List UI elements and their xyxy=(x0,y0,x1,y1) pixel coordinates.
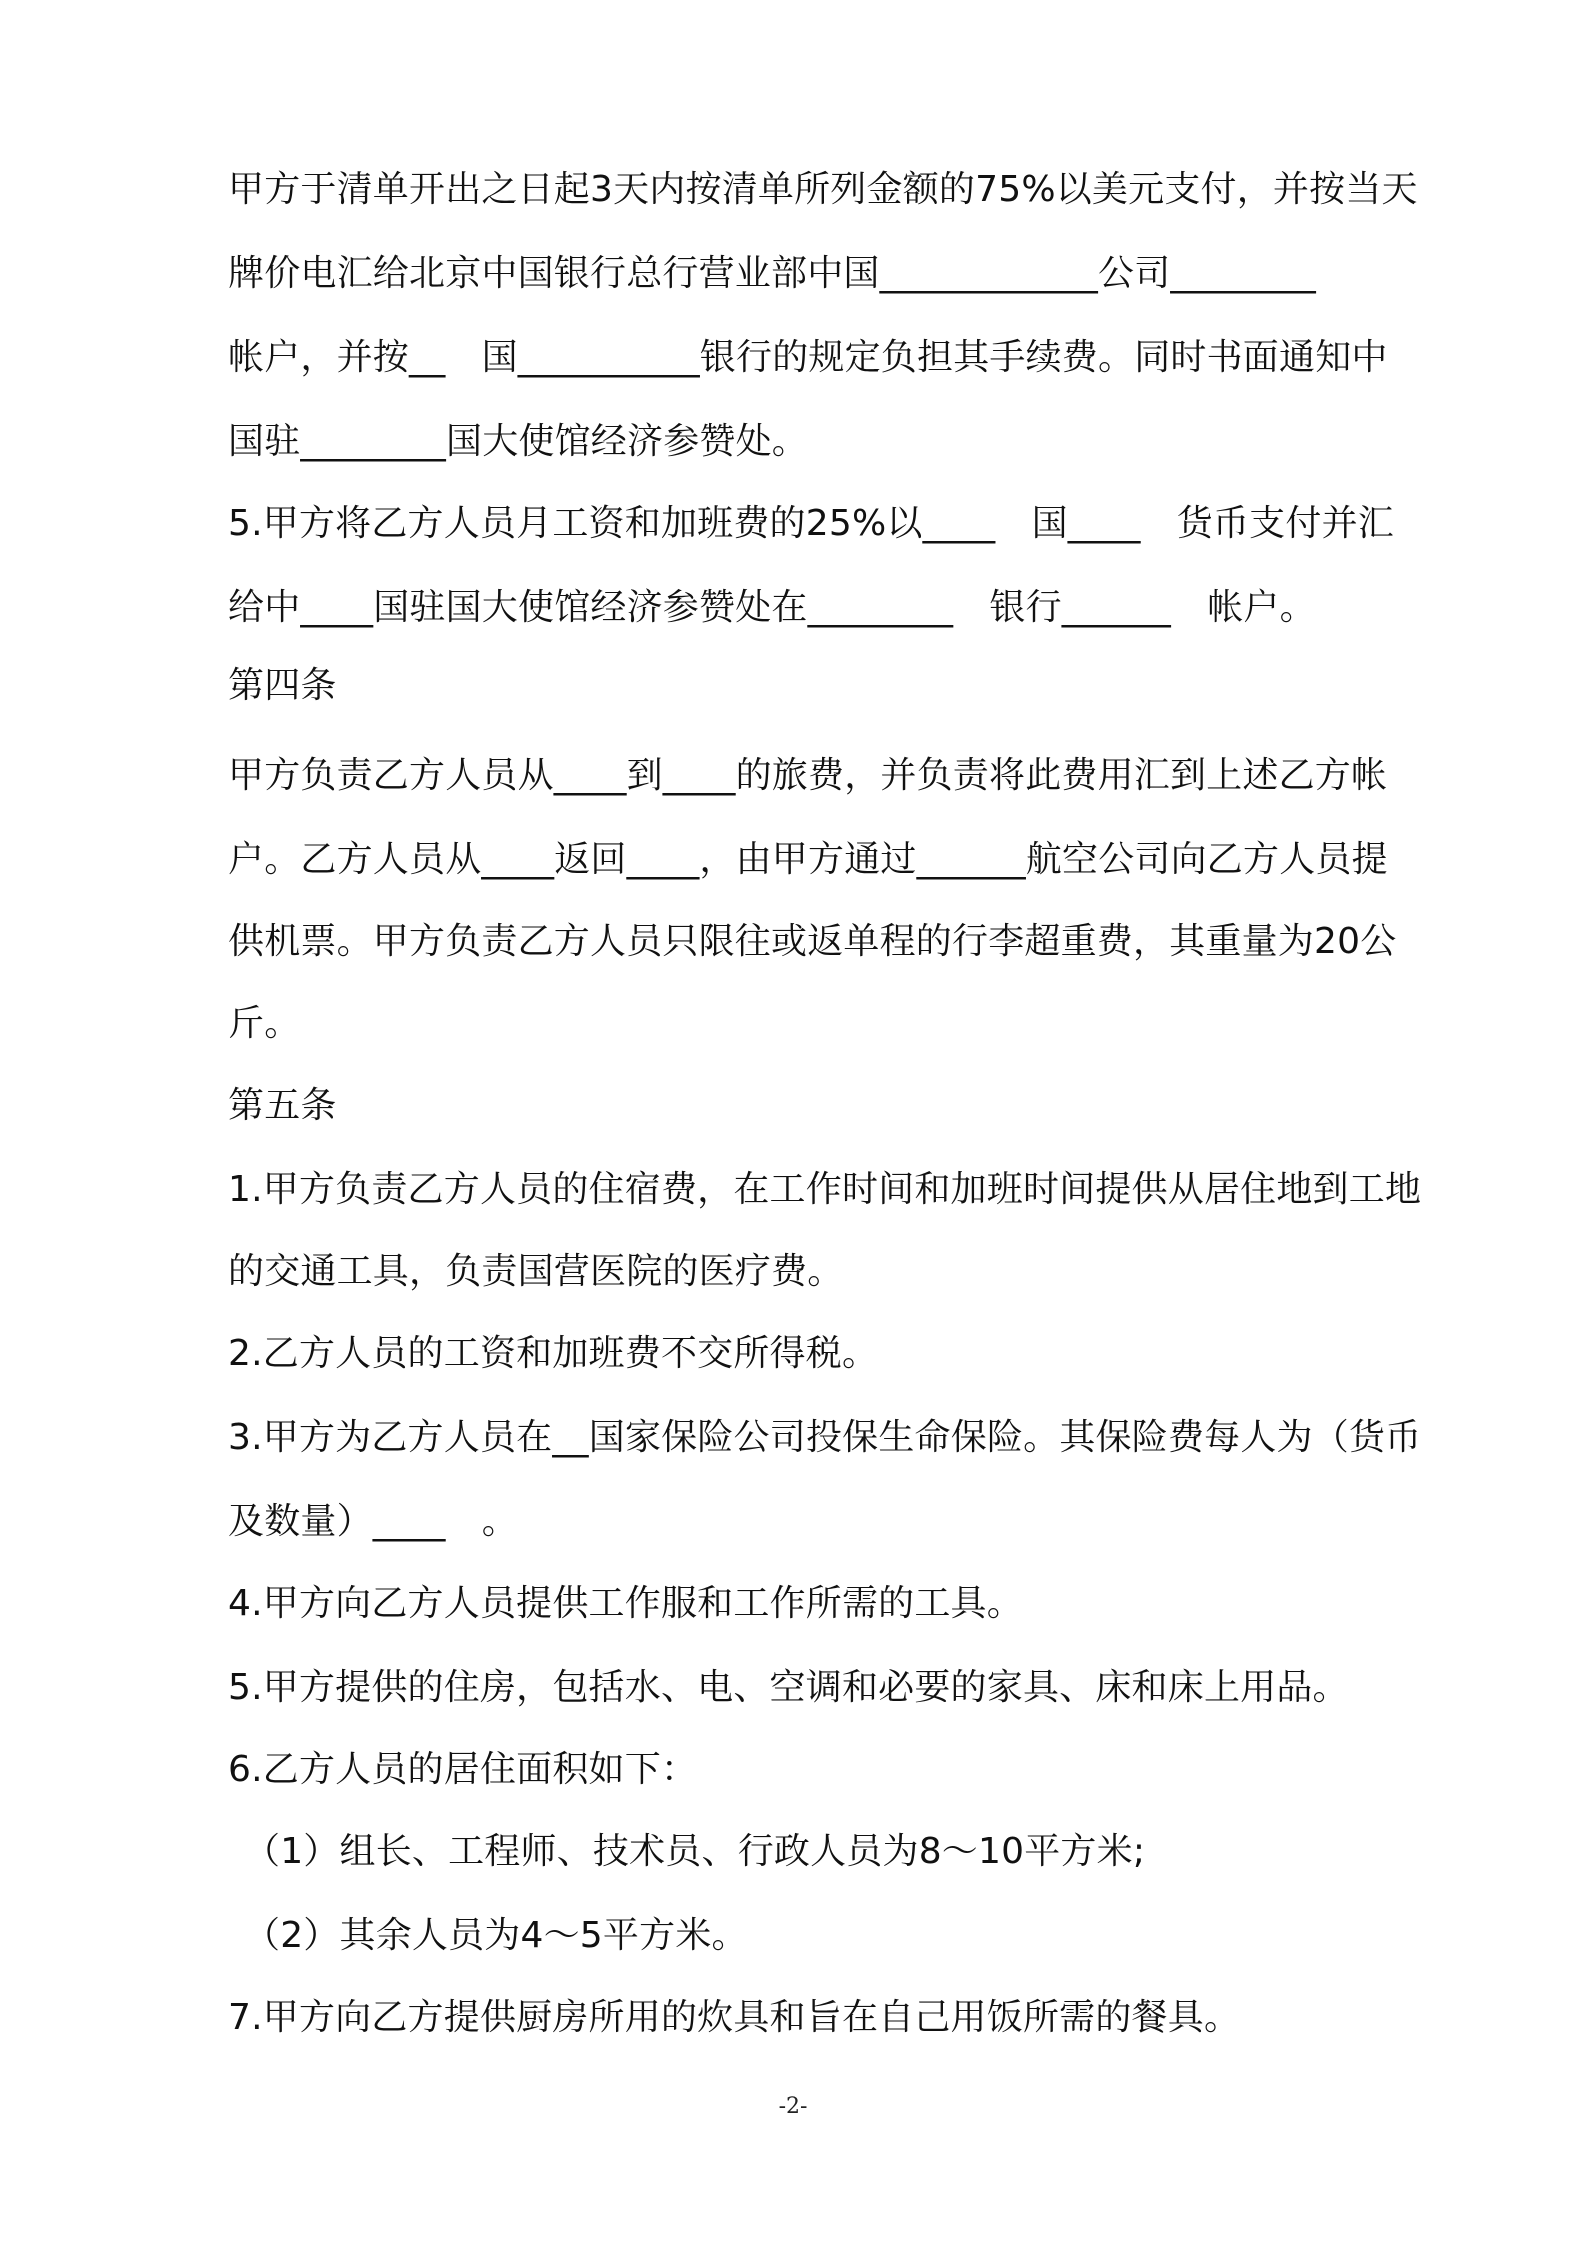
article-5-item-2: 2.乙方人员的工资和加班费不交所得税。 xyxy=(228,1333,879,1374)
article-5-item-1-line-2: 的交通工具，负责国营医院的医疗费。 xyxy=(228,1251,844,1292)
article-5-item-6-sub-2: （2）其余人员为4～5平方米。 xyxy=(244,1915,748,1956)
article-5-item-3-line-1: 3.甲方为乙方人员在__国家保险公司投保生命保险。其保险费每人为（货币 xyxy=(228,1417,1422,1458)
text-line-3: 帐户，并按__ 国__________银行的规定负担其手续费。同时书面通知中 xyxy=(228,337,1388,378)
article-5-item-4: 4.甲方向乙方人员提供工作服和工作所需的工具。 xyxy=(228,1583,1023,1624)
page-number: -2- xyxy=(778,2094,808,2119)
text-line-2: 牌价电汇给北京中国银行总行营业部中国____________公司________ xyxy=(228,253,1317,294)
article-5-item-6-sub-1: （1）组长、工程师、技术员、行政人员为8～10平方米; xyxy=(244,1831,1146,1872)
article-5-item-6: 6.乙方人员的居住面积如下： xyxy=(228,1749,698,1790)
article-4-heading: 第四条 xyxy=(228,665,337,706)
article-5-item-5: 5.甲方提供的住房，包括水、电、空调和必要的家具、床和床上用品。 xyxy=(228,1667,1349,1708)
text-line-1: 甲方于清单开出之日起3天内按清单所列金额的75%以美元支付，并按当天 xyxy=(228,169,1418,210)
article-4-line-1: 甲方负责乙方人员从____到____的旅费，并负责将此费用汇到上述乙方帐 xyxy=(228,755,1388,796)
clause-3-item-5-line-1: 5.甲方将乙方人员月工资和加班费的25%以____ 国____ 货币支付并汇 xyxy=(228,503,1394,544)
text-line-4: 国驻________国大使馆经济参赞处。 xyxy=(228,421,809,462)
clause-3-item-5-line-2: 给中____国驻国大使馆经济参赞处在________ 银行______ 帐户。 xyxy=(228,587,1316,628)
article-5-item-7: 7.甲方向乙方提供厨房所用的炊具和旨在自己用饭所需的餐具。 xyxy=(228,1997,1241,2038)
article-5-heading: 第五条 xyxy=(228,1085,337,1126)
article-4-line-4: 斤。 xyxy=(228,1003,301,1044)
article-5-item-3-line-2: 及数量）____ 。 xyxy=(228,1501,519,1542)
article-5-item-1-line-1: 1.甲方负责乙方人员的住宿费，在工作时间和加班时间提供从居住地到工地 xyxy=(228,1169,1422,1210)
article-4-line-3: 供机票。甲方负责乙方人员只限往或返单程的行李超重费，其重量为20公 xyxy=(228,921,1397,962)
article-4-line-2: 户。乙方人员从____返回____，由甲方通过______航空公司向乙方人员提 xyxy=(228,839,1388,880)
